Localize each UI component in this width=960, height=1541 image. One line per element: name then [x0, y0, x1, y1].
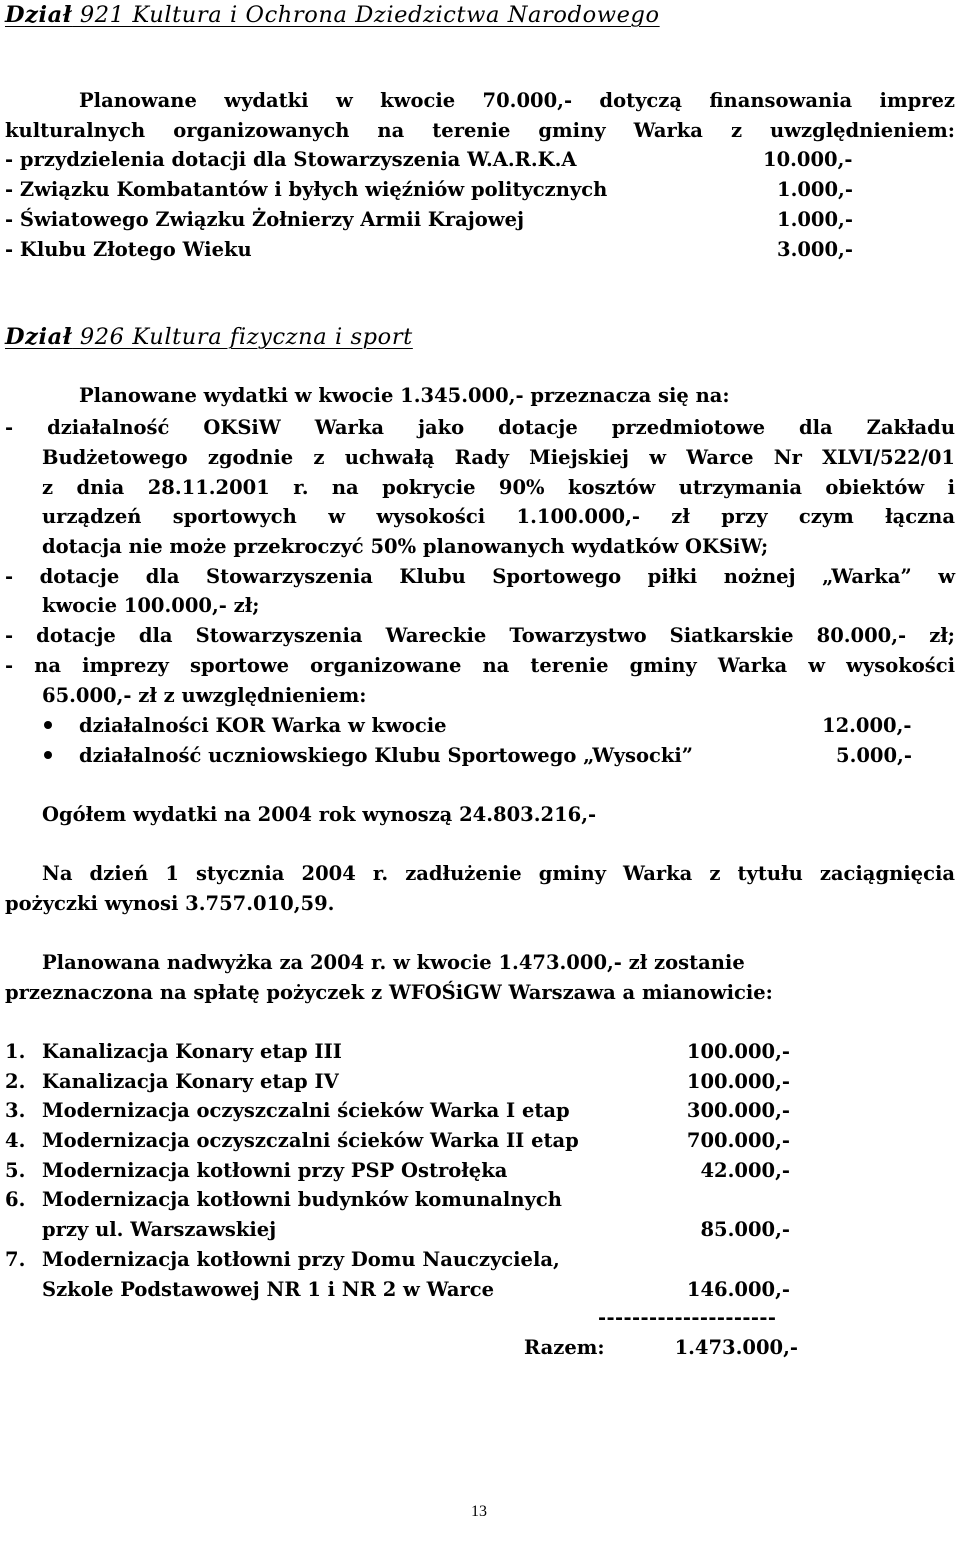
sec926-bullet-2-amount: 5.000,-: [836, 744, 912, 767]
sec921-item-2-amount: 1.000,-: [777, 178, 853, 201]
list-item-2-num: 2.: [5, 1070, 26, 1093]
list-item-2-text: Kanalizacja Konary etap IV: [42, 1070, 339, 1093]
sec926-line-9: - na imprezy sportowe organizowane na terenie gminy Warka w wysokości: [5, 654, 955, 677]
debt-line-1: Na dzień 1 stycznia 2004 r. zadłużenie gminy Warka z tytułu zaciągnięcia: [42, 862, 955, 885]
list-item-5-num: 5.: [5, 1159, 26, 1182]
list-item-1-text: Kanalizacja Konary etap III: [42, 1040, 342, 1063]
list-item-5-text: Modernizacja kotłowni przy PSP Ostrołęka: [42, 1159, 508, 1182]
list-item-3-num: 3.: [5, 1099, 26, 1122]
surplus-line-2: przeznaczona na spłatę pożyczek z WFOŚiGW Warszawa a mianowicie:: [5, 981, 773, 1004]
sec926-line-7: kwocie 100.000,- zł;: [42, 594, 260, 617]
section-921-heading: Dział 921 Kultura i Ochrona Dziedzictwa Narodowego: [5, 2, 660, 28]
list-item-4-num: 4.: [5, 1129, 26, 1152]
list-item-6-amount: 85.000,-: [700, 1218, 790, 1241]
sec921-item-3: - Światowego Związku Żołnierzy Armii Krajowej: [5, 208, 525, 231]
sum-divider: ---------------------: [598, 1306, 777, 1329]
surplus-line-1: Planowana nadwyżka za 2004 r. w kwocie 1.473.000,- zł zostanie: [42, 951, 745, 974]
razem-label: Razem:: [524, 1336, 605, 1359]
list-item-7-num: 7.: [5, 1248, 26, 1271]
sec926-intro: Planowane wydatki w kwocie 1.345.000,- przeznacza się na:: [79, 384, 730, 407]
sec926-bullet-1-amount: 12.000,-: [822, 714, 912, 737]
list-item-5-amount: 42.000,-: [700, 1159, 790, 1182]
list-item-7-text: Modernizacja kotłowni przy Domu Nauczyciela,: [42, 1248, 560, 1271]
sec926-line-5: dotacja nie może przekroczyć 50% planowanych wydatków OKSiW;: [42, 535, 769, 558]
list-item-2-amount: 100.000,-: [686, 1070, 790, 1093]
sec926-line-6: - dotacje dla Stowarzyszenia Klubu Sportowego piłki nożnej „Warka” w: [5, 565, 955, 588]
sec926-line-2: Budżetowego zgodnie z uchwałą Rady Miejskiej w Warce Nr XLVI/522/01: [42, 446, 955, 469]
section-926-heading: Dział 926 Kultura fizyczna i sport: [5, 324, 413, 350]
list-item-1-amount: 100.000,-: [686, 1040, 790, 1063]
debt-line-2: pożyczki wynosi 3.757.010,59.: [5, 892, 335, 915]
list-item-6-num: 6.: [5, 1188, 26, 1211]
sec921-item-1-amount: 10.000,-: [763, 148, 853, 171]
sec926-line-8: - dotacje dla Stowarzyszenia Wareckie Towarzystwo Siatkarskie 80.000,- zł;: [5, 624, 955, 647]
list-item-7-text-2: Szkole Podstawowej NR 1 i NR 2 w Warce: [42, 1278, 495, 1301]
sec926-bullet-1: działalności KOR Warka w kwocie: [79, 714, 447, 737]
list-item-1-num: 1.: [5, 1040, 26, 1063]
total-expenses: Ogółem wydatki na 2004 rok wynoszą 24.803.216,-: [42, 803, 597, 826]
razem-amount: 1.473.000,-: [674, 1336, 798, 1359]
sec921-item-1: - przydzielenia dotacji dla Stowarzyszenia W.A.R.K.A: [5, 148, 577, 171]
list-item-6-text-2: przy ul. Warszawskiej: [42, 1218, 277, 1241]
list-item-4-text: Modernizacja oczyszczalni ścieków Warka II etap: [42, 1129, 579, 1152]
sec921-item-4-amount: 3.000,-: [777, 238, 853, 261]
list-item-4-amount: 700.000,-: [686, 1129, 790, 1152]
list-item-7-amount: 146.000,-: [686, 1278, 790, 1301]
sec926-line-1: - działalność OKSiW Warka jako dotacje przedmiotowe dla Zakładu: [5, 416, 955, 439]
sec926-line-4: urządzeń sportowych w wysokości 1.100.000,- zł przy czym łączna: [42, 505, 955, 528]
bullet-icon: [44, 721, 52, 729]
sec921-intro-line-2: kulturalnych organizowanych na terenie gminy Warka z uwzględnieniem:: [5, 119, 955, 142]
list-item-6-text: Modernizacja kotłowni budynków komunalnych: [42, 1188, 562, 1211]
sec926-bullet-2: działalność uczniowskiego Klubu Sportowego „Wysocki”: [79, 744, 693, 767]
page-number: 13: [471, 1503, 487, 1520]
sec921-item-2: - Związku Kombatantów i byłych więźniów politycznych: [5, 178, 608, 201]
sec921-item-3-amount: 1.000,-: [777, 208, 853, 231]
sec926-line-10: 65.000,- zł z uwzględnieniem:: [42, 684, 367, 707]
list-item-3-amount: 300.000,-: [686, 1099, 790, 1122]
sec921-intro-line-1: Planowane wydatki w kwocie 70.000,- dotyczą finansowania imprez: [79, 89, 955, 112]
bullet-icon: [44, 751, 52, 759]
list-item-3-text: Modernizacja oczyszczalni ścieków Warka I etap: [42, 1099, 570, 1122]
sec926-line-3: z dnia 28.11.2001 r. na pokrycie 90% kosztów utrzymania obiektów i: [42, 476, 955, 499]
sec921-item-4: - Klubu Złotego Wieku: [5, 238, 252, 261]
